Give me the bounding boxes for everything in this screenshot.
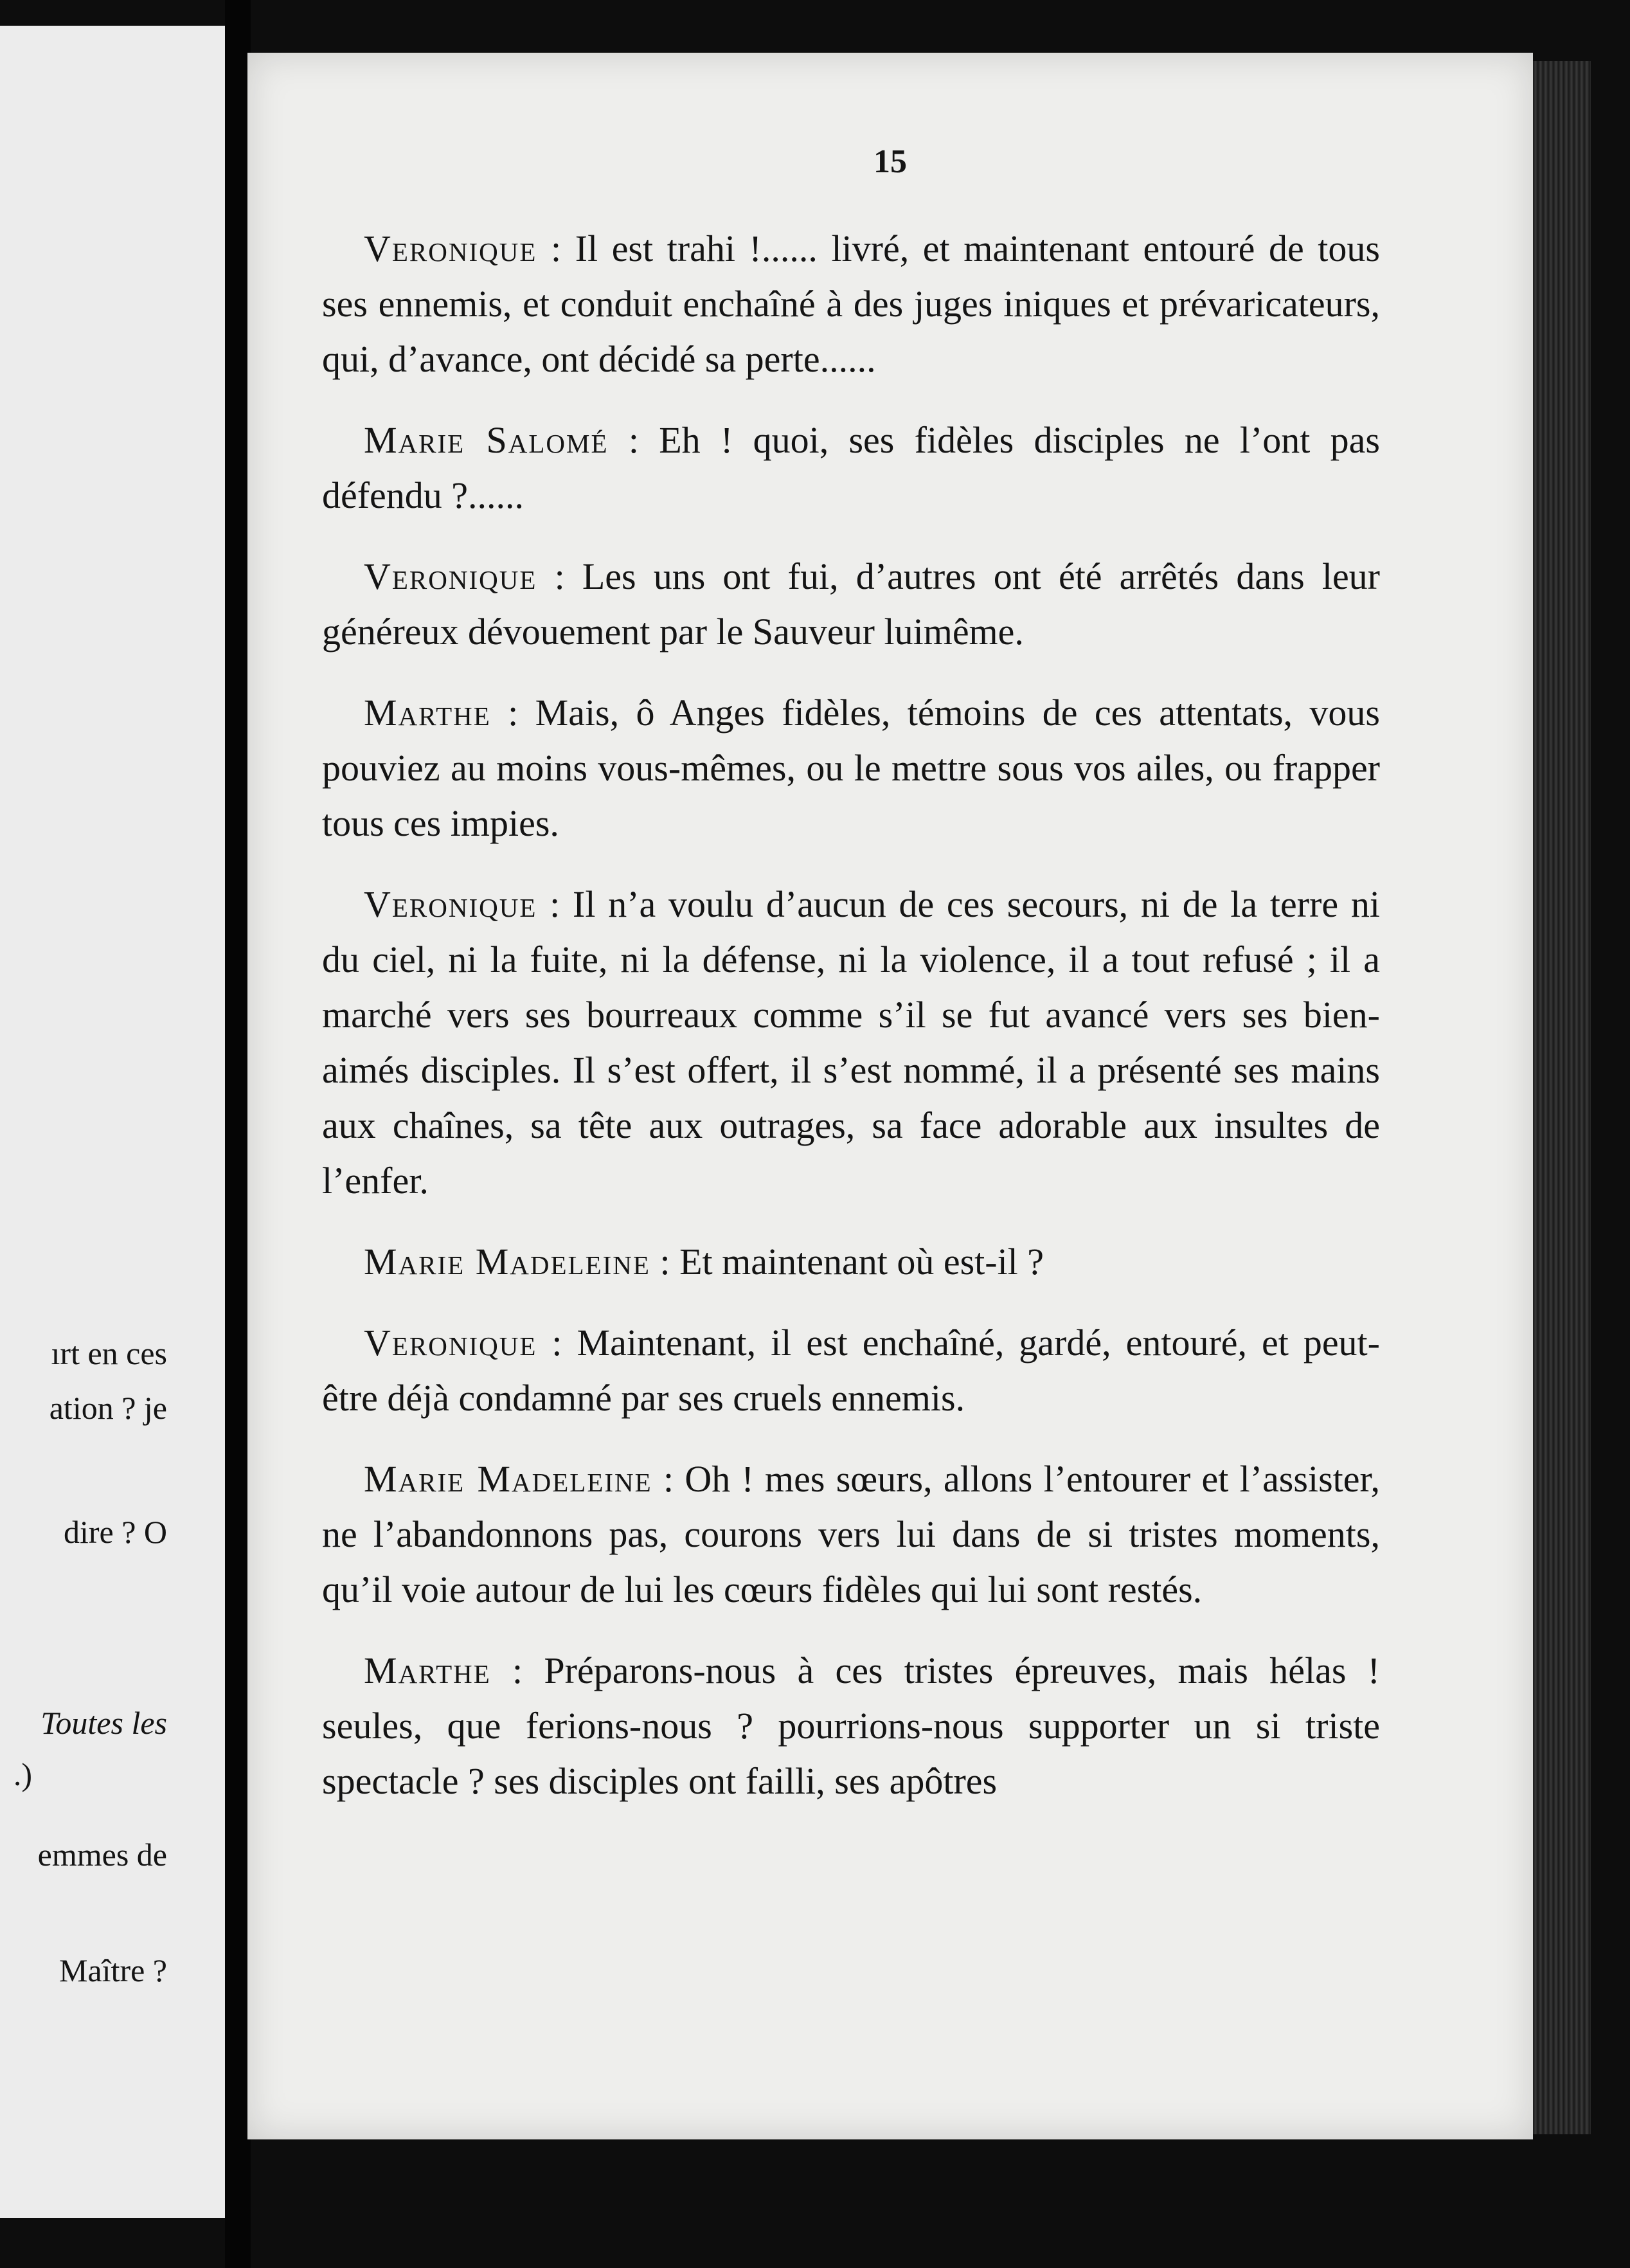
speech-text: Maintenant, il est enchaîné, gardé, entouré, et peut-être déjà condamné par ses cruels ennemis. [322,1322,1380,1419]
speaker-separator: : [490,692,535,734]
left-page-fragment: ation ? je [49,1390,167,1426]
book-gutter [225,0,251,2268]
speech-text: Oh ! mes sœurs, allons l’entourer et l’assister, ne l’abandonnons pas, courons vers lui dans de si tristes moments, qu’il voie autour de lui les cœurs fidèles qui lui sont restés. [322,1458,1380,1610]
speaker-separator: : [537,228,575,269]
speaker-name: Marie Madeleine [364,1458,652,1500]
speaker-name: Marie Madeleine [364,1241,650,1282]
speech-paragraph [322,1315,1380,1426]
speech-text: Les uns ont fui, d’autres ont été arrêtés dans leur généreux dévouement par le Sauveur luimême. [322,555,1380,652]
speech-text: Et maintenant où est-il ? [679,1241,1044,1282]
speech-paragraph [322,549,1380,660]
speech-text: Eh ! quoi, ses fidèles disciples ne l’ont pas défendu ?...... [322,419,1380,516]
speaker-separator: : [537,555,582,597]
speaker-separator: : [537,1322,577,1364]
speaker-separator: : [652,1458,685,1500]
dialogue-text [322,221,1380,1835]
speech-paragraph [322,413,1380,523]
speech-paragraph [322,1452,1380,1617]
book-page [247,53,1533,2139]
left-page-fragment: .) [13,1756,32,1792]
speech-text: Il n’a voulu d’aucun de ces secours, ni de la terre ni du ciel, ni la fuite, ni la défense, ni la violence, il a tout refusé ; il a marché vers ses bourreaux comme s’il se fut avancé vers ses bien-aimés disciples. Il s’est offert, il s’est nommé, il a présenté ses mains aux chaînes, sa tête aux outrages, sa face adorable aux insultes de l’enfer. [322,883,1380,1202]
speaker-name: Veronique [364,883,537,925]
speaker-name: Veronique [364,555,537,597]
speaker-separator: : [650,1241,680,1282]
left-page-fragment: ırt en ces [51,1335,167,1371]
speaker-name: Marie Salomé [364,419,609,461]
speaker-name: Marthe [364,692,491,734]
speech-paragraph [322,1643,1380,1809]
speech-paragraph [322,221,1380,387]
left-page-fragment: Toutes les [40,1705,167,1741]
speaker-name: Marthe [364,1650,491,1691]
speaker-separator: : [608,419,659,461]
page-number: 15 [873,143,907,180]
speaker-separator: : [537,883,573,925]
speech-paragraph [322,877,1380,1209]
speech-text: Préparons-nous à ces tristes épreuves, mais hélas ! seules, que ferions-nous ? pourrions-nous supporter un si triste spectacle ? ses disciples ont failli, ses apôtres [322,1650,1380,1802]
left-page-fragment: dire ? O [63,1514,167,1550]
left-page-fragment: Maître ? [59,1952,167,1988]
left-page-fragment: emmes de [37,1837,167,1873]
speaker-separator: : [490,1650,544,1691]
speech-paragraph [322,1234,1380,1290]
speech-text: Mais, ô Anges fidèles, témoins de ces attentats, vous pouviez au moins vous-mêmes, ou le mettre sous vos ailes, ou frapper tous ces impies. [322,692,1380,844]
speaker-name: Veronique [364,228,537,269]
page-edges [1533,61,1591,2134]
speech-paragraph [322,685,1380,851]
speech-text: Il est trahi !...... livré, et maintenant entouré de tous ses ennemis, et conduit enchaîné à des juges iniques et prévaricateurs, qui, d’avance, ont décidé sa perte...... [322,228,1380,380]
speaker-name: Veronique [364,1322,537,1364]
left-facing-page [0,26,225,2218]
